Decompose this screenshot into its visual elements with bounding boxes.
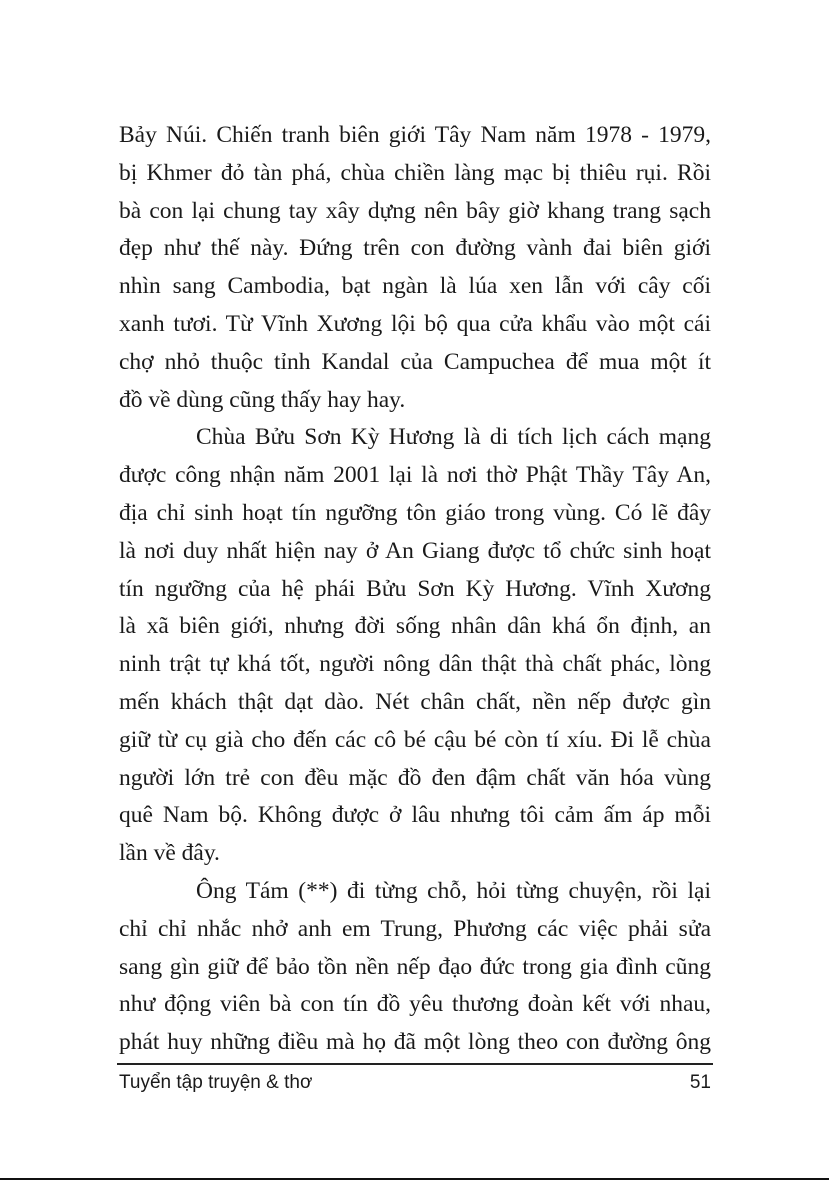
page-number: 51: [689, 1072, 711, 1093]
text-line: đồ về dùng cũng thấy hay hay.: [119, 386, 406, 413]
text-line: địa chỉ sinh hoạt tín ngưỡng tôn giáo trong vùng. Có lẽ đây: [119, 499, 711, 526]
text-line: là nơi duy nhất hiện nay ở An Giang được tổ chức sinh hoạt: [119, 537, 711, 564]
text-line: xanh tươi. Từ Vĩnh Xương lội bộ qua cửa khẩu vào một cái: [119, 310, 711, 337]
text-line: bà con lại chung tay xây dựng nên bây giờ khang trang sạch: [119, 197, 711, 224]
running-footer-title: Tuyển tập truyện & thơ: [119, 1072, 313, 1093]
text-line: quê Nam bộ. Không được ở lâu nhưng tôi cảm ấm áp mỗi: [119, 802, 711, 829]
text-line: chỉ chỉ nhắc nhở anh em Trung, Phương các việc phải sửa: [119, 915, 711, 942]
paragraph-first-line: Chùa Bửu Sơn Kỳ Hương là di tích lịch cách mạng: [196, 424, 711, 451]
page-edge-line: [0, 1178, 829, 1180]
paragraph-first-line: Ông Tám (**) đi từng chỗ, hỏi từng chuyện, rồi lại: [196, 877, 711, 904]
text-line: như động viên bà con tín đồ yêu thương đoàn kết với nhau,: [119, 991, 711, 1018]
text-line: giữ từ cụ già cho đến các cô bé cậu bé còn tí xíu. Đi lễ chùa: [119, 726, 711, 753]
text-line: bị Khmer đỏ tàn phá, chùa chiền làng mạc bị thiêu rụi. Rồi: [119, 159, 711, 186]
text-line: phát huy những điều mà họ đã một lòng theo con đường ông: [119, 1029, 711, 1056]
text-line: sang gìn giữ để bảo tồn nền nếp đạo đức trong gia đình cũng: [119, 953, 711, 980]
text-line: tín ngưỡng của hệ phái Bửu Sơn Kỳ Hương. Vĩnh Xương: [119, 575, 711, 602]
text-line: Bảy Núi. Chiến tranh biên giới Tây Nam năm 1978 - 1979,: [119, 122, 711, 148]
text-line: lần về đây.: [119, 840, 220, 867]
text-line: đẹp như thế này. Đứng trên con đường vành đai biên giới: [119, 235, 711, 262]
text-line: chợ nhỏ thuộc tỉnh Kandal của Campuchea để mua một ít: [119, 348, 711, 375]
footer-divider: [117, 1063, 713, 1065]
text-line: người lớn trẻ con đều mặc đồ đen đậm chất văn hóa vùng: [119, 764, 711, 791]
text-line: được công nhận năm 2001 lại là nơi thờ Phật Thầy Tây An,: [119, 462, 711, 489]
text-line: nhìn sang Cambodia, bạt ngàn là lúa xen lẫn với cây cối: [119, 273, 711, 300]
text-line: mến khách thật dạt dào. Nét chân chất, nền nếp được gìn: [119, 688, 711, 715]
text-line: ninh trật tự khá tốt, người nông dân thật thà chất phác, lòng: [119, 651, 711, 678]
body-text: [119, 117, 711, 1062]
text-line: là xã biên giới, nhưng đời sống nhân dân khá ổn định, an: [119, 613, 711, 640]
